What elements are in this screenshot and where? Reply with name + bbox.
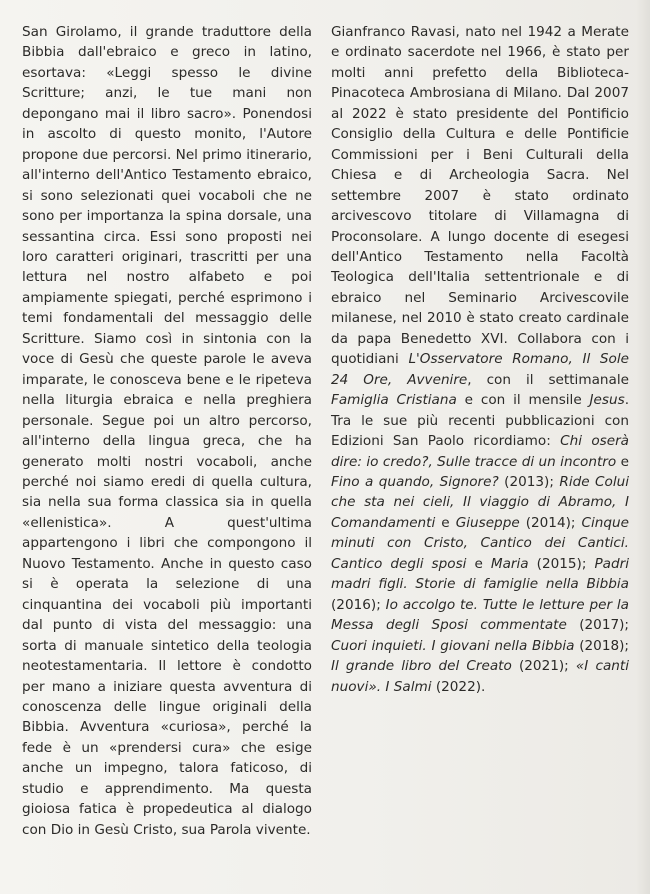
bio-segment: (2018);	[574, 637, 629, 654]
bio-segment: (2015);	[528, 555, 595, 572]
author-bio-text	[331, 22, 629, 697]
bio-segment-italic: Il grande libro del Creato	[331, 658, 512, 675]
bio-segment-italic: Ride Colui che sta nei cieli, Il viaggio di Abramo, I Comandamenti	[331, 473, 629, 531]
bio-segment-italic: Io accolgo te. Tutte le letture per la Messa degli Sposi commentate	[331, 596, 629, 634]
bio-segment: (2022).	[431, 678, 486, 695]
bio-segment-italic: Famiglia Cristiana	[331, 392, 457, 409]
bio-segment: (2017);	[566, 617, 629, 634]
bio-segment: e	[616, 453, 629, 470]
bio-segment-italic: Cuori inquieti. I giovani nella Bibbia	[331, 637, 575, 654]
bio-segment: . Tra le sue più recenti pubblicazioni con Edizioni San Paolo ricordiamo:	[331, 392, 630, 450]
bio-segment: (2021);	[511, 658, 576, 675]
book-description-text: San Girolamo, il grande traduttore della Bibbia dall'ebraico e greco in latino, esortava: «Leggi spesso le divine Scritture; anzi, le tue mani non depongano mai il libro sacro». Ponendosi in ascolto di questo monito, l'Autore propone due percorsi. Nel primo itinerario, all'interno dell'Antico Testamento ebraico, si sono selezionati quei vocaboli che ne sono per importanza la spina dorsale, una sessantina circa. Essi sono proposti nei loro caratteri originari, trascritti per una lettura nel nostro alfabeto e poi ampiamente spiegati, perché esprimono i temi fondamentali del messaggio delle Scritture. Siamo così in sintonia con la voce di Gesù che queste parole le aveva imparate, le conosceva bene e le ripeteva nella liturgia ebraica e nella preghiera personale. Segue poi un altro percorso, all'interno della lingua greca, che ha generato molti nostri vocaboli, anche perché noi siamo eredi di quella cultura, sia nella sua forma classica sia in quella «ellenistica». A quest'ultima appartengono i libri che compongono il Nuovo Testamento. Anche in questo caso si è operata la selezione di una cinquantina dei vocaboli più importanti dal punto di vista del messaggio: una sorta di manuale sintetico della teologia neotestamentaria. Il lettore è condotto per mano a iniziare questa avventura di conoscenza delle lingue originali della Bibbia. Avventura «curiosa», perché la fede è un «prendersi cura» che esige anche un impegno, talora faticoso, di studio e apprendimento. Ma questa gioiosa fatica è propedeutica al dialogo con Dio in Gesù Cristo, sua Parola vivente.	[22, 24, 312, 838]
bio-segment-italic: L'Osservatore Romano, Il Sole 24 Ore, Avvenire	[331, 351, 630, 388]
page-edge-shadow	[636, 0, 650, 894]
bio-segment-italic: Fino a quando, Signore?	[331, 473, 499, 490]
bio-segment: e	[466, 555, 491, 572]
author-bio-column	[331, 22, 629, 697]
bio-segment: Gianfranco Ravasi, nato nel 1942 a Merate e ordinato sacerdote nel 1966, è stato per molti anni prefetto della Biblioteca-Pinacoteca Ambrosiana di Milano. Dal 2007 al 2022 è stato presidente del Pontificio Consiglio della Cultura e delle Pontificie Commissioni per i Beni Culturali della Chiesa e di Archeologia Sacra. Nel settembre 2007 è stato ordinato arcivescovo titolare di Villamagna di Proconsolare. A lungo docente di esegesi dell'Antico Testamento nella Facoltà Teologica dell'Italia settentrionale e di ebraico nel Seminario Arcivescovile milanese, nel 2010 è stato creato cardinale da papa Benedetto XVI. Collabora con i quotidiani	[331, 24, 629, 368]
bio-segment: (2014);	[519, 514, 582, 531]
bio-segment: e	[435, 514, 456, 531]
bio-segment-italic: Jesus	[589, 392, 625, 409]
bio-segment-italic: Chi oserà dire: io credo?, Sulle tracce di un incontro	[331, 433, 629, 470]
book-description-column	[22, 22, 312, 840]
bio-segment-italic: Padri madri figli. Storie di famiglie nella Bibbia	[331, 555, 629, 593]
bio-segment-italic: Giuseppe	[455, 514, 520, 531]
bio-segment-italic: «I canti nuovi». I Salmi	[331, 658, 629, 695]
bio-segment: (2013);	[498, 473, 560, 490]
bio-segment: , con il settimanale	[467, 371, 629, 388]
bio-segment: (2016);	[331, 596, 386, 613]
bio-segment-italic: Maria	[490, 555, 529, 572]
bio-segment: e con il mensile	[456, 392, 590, 409]
bio-segment-italic: Cinque minuti con Cristo, Cantico dei Cantici. Cantico degli sposi	[331, 514, 629, 572]
